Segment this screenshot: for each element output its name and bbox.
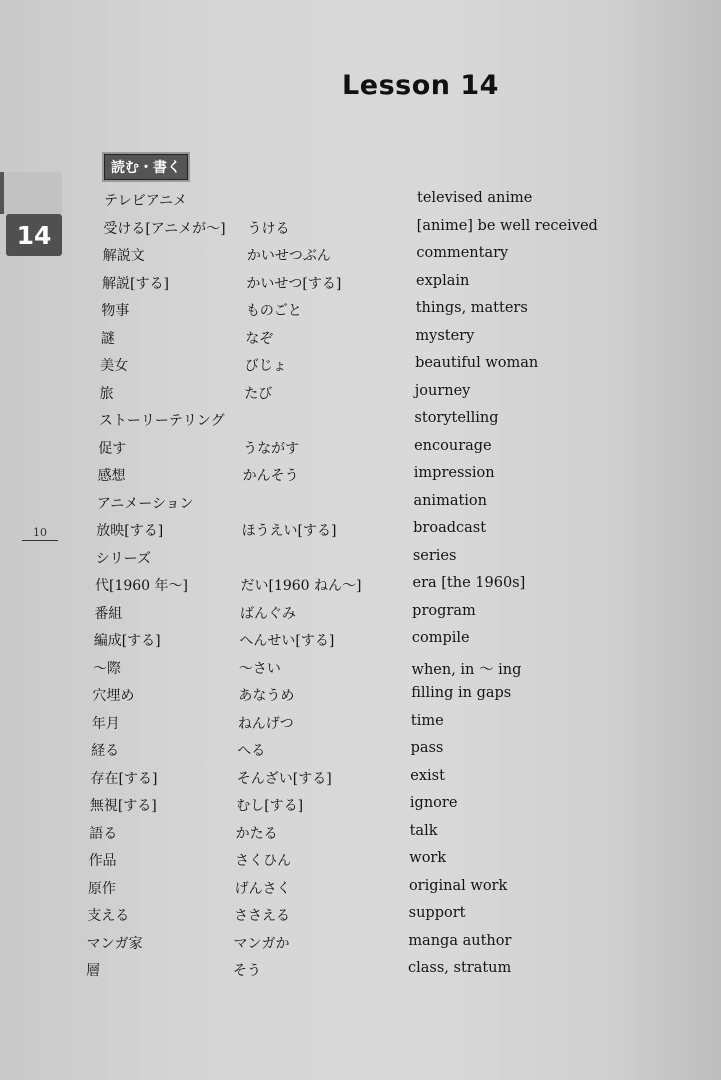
- vocab-row: [0, 571, 721, 599]
- vocab-term: 穴埋め: [92, 688, 135, 704]
- vocab-meaning: when, in 〜 ing: [411, 661, 522, 678]
- vocab-row: [0, 874, 721, 902]
- vocab-reading: ささえる: [234, 908, 291, 924]
- vocab-term: 代[1960 年〜]: [95, 578, 189, 594]
- vocab-term: 美女: [100, 358, 129, 374]
- vocab-meaning: storytelling: [414, 410, 499, 426]
- vocab-term: ストーリーテリング: [98, 413, 225, 429]
- vocab-reading: かいせつ[する]: [246, 275, 342, 292]
- vocab-reading: たび: [244, 385, 273, 402]
- vocab-reading: ばんぐみ: [239, 605, 296, 622]
- vocab-row: [0, 956, 721, 984]
- vocab-meaning: animation: [413, 492, 488, 509]
- vocab-reading: ほうえい[する]: [241, 523, 337, 539]
- vocab-reading: そう: [233, 963, 261, 979]
- vocab-term: 年月: [91, 715, 120, 732]
- vocab-meaning: [anime] be well received: [416, 217, 598, 234]
- vocab-meaning: series: [412, 547, 457, 564]
- vocab-reading: ものごと: [245, 303, 302, 319]
- vocab-term: テレビアニメ: [104, 193, 188, 209]
- vocab-meaning: original work: [408, 877, 508, 894]
- vocab-reading: そんざい[する]: [236, 770, 332, 787]
- vocab-row: [0, 434, 721, 462]
- vocab-reading: かいせつぶん: [246, 248, 331, 264]
- vocab-meaning: era [the 1960s]: [412, 575, 526, 591]
- vocab-term: 物事: [101, 303, 130, 319]
- vocab-row: [0, 269, 721, 297]
- vocab-meaning: work: [409, 850, 447, 866]
- vocab-row: [0, 736, 721, 764]
- vocab-reading: さくひん: [235, 853, 292, 869]
- vocab-row: [0, 819, 721, 847]
- vocab-term: 原作: [87, 880, 116, 897]
- vocab-meaning: class, stratum: [408, 960, 512, 976]
- vocab-row: [0, 406, 721, 434]
- vocab-meaning: televised anime: [417, 190, 533, 206]
- vocab-row: [0, 929, 721, 957]
- vocab-reading: げんさく: [234, 880, 291, 897]
- vocab-term: アニメーション: [96, 495, 194, 512]
- vocab-term: 編成[する]: [93, 633, 161, 649]
- vocab-term: 無視[する]: [89, 798, 157, 814]
- page-number: 10: [22, 526, 58, 541]
- vocab-reading: びじょ: [244, 358, 287, 374]
- vocab-row: [0, 791, 721, 819]
- vocab-meaning: exist: [410, 767, 445, 784]
- vocab-term: シリーズ: [95, 550, 151, 567]
- vocab-meaning: commentary: [416, 245, 509, 261]
- vocab-row: [0, 681, 721, 709]
- vocab-reading: むし[する]: [236, 798, 304, 814]
- vocab-row: [0, 461, 721, 489]
- vocab-reading: 〜さい: [238, 660, 281, 677]
- vocab-meaning: explain: [416, 272, 470, 289]
- vocab-meaning: journey: [414, 382, 471, 399]
- vocab-meaning: compile: [411, 630, 470, 646]
- vocab-term: 解説文: [102, 248, 145, 264]
- vocab-term: 支える: [87, 908, 130, 924]
- vocab-row: [0, 654, 721, 682]
- vocab-row: [0, 214, 721, 242]
- vocab-term: 感想: [97, 468, 126, 484]
- vocab-meaning: program: [412, 602, 476, 619]
- vocab-meaning: impression: [413, 465, 495, 481]
- vocab-meaning: talk: [409, 822, 438, 839]
- vocab-row: [0, 626, 721, 654]
- vocab-row: [0, 764, 721, 792]
- vocab-term: 旅: [99, 385, 114, 402]
- vocab-meaning: support: [408, 905, 466, 921]
- vocab-term: 受ける[アニメが〜]: [103, 220, 226, 237]
- vocab-term: マンガ家: [86, 935, 143, 952]
- vocab-row: [0, 324, 721, 352]
- section-heading: 読む・書く: [104, 154, 188, 180]
- vocab-row: [0, 901, 721, 929]
- vocab-term: 語る: [89, 825, 118, 842]
- vocab-meaning: ignore: [409, 795, 458, 811]
- vocab-meaning: things, matters: [415, 300, 528, 316]
- vocab-meaning: mystery: [415, 327, 475, 344]
- vocab-meaning: manga author: [408, 932, 512, 949]
- vocab-meaning: pass: [410, 740, 444, 756]
- vocab-term: 存在[する]: [90, 770, 158, 787]
- vocab-row: [0, 241, 721, 269]
- vocab-term: 放映[する]: [96, 523, 164, 539]
- vocab-row: [0, 516, 721, 544]
- vocab-term: 〜際: [93, 660, 122, 677]
- vocab-term: 促す: [98, 440, 127, 457]
- vocab-row: [0, 846, 721, 874]
- vocab-row: [0, 489, 721, 517]
- vocab-reading: うながす: [243, 440, 300, 457]
- vocab-reading: かたる: [235, 825, 278, 842]
- vocab-reading: かんそう: [242, 468, 299, 484]
- vocab-row: [0, 351, 721, 379]
- vocabulary-list: [0, 186, 721, 984]
- vocab-meaning: broadcast: [413, 520, 487, 536]
- vocab-row: [0, 544, 721, 572]
- vocab-meaning: encourage: [414, 437, 492, 454]
- vocab-reading: へんせい[する]: [239, 633, 335, 649]
- vocab-term: 番組: [94, 605, 123, 622]
- vocab-term: 層: [86, 963, 100, 979]
- vocab-row: [0, 599, 721, 627]
- vocab-meaning: time: [410, 712, 444, 729]
- vocab-reading: あなうめ: [238, 688, 295, 704]
- vocab-row: [0, 296, 721, 324]
- vocab-meaning: filling in gaps: [411, 685, 512, 701]
- vocab-row: [0, 186, 721, 214]
- vocab-term: 解説[する]: [102, 275, 169, 292]
- vocab-row: [0, 379, 721, 407]
- vocab-reading: マンガか: [233, 935, 290, 952]
- vocab-reading: うける: [247, 220, 290, 237]
- vocab-term: 謎: [100, 330, 115, 347]
- vocab-reading: ねんげつ: [237, 715, 294, 732]
- page-title: Lesson 14: [342, 70, 499, 101]
- vocab-term: 作品: [88, 853, 117, 869]
- vocab-reading: だい[1960 ねん〜]: [240, 578, 362, 594]
- vocab-row: [0, 709, 721, 737]
- vocab-reading: なぞ: [245, 330, 274, 347]
- vocab-meaning: beautiful woman: [415, 355, 539, 371]
- chapter-tab-number: 14: [6, 214, 62, 256]
- vocab-term: 経る: [91, 743, 120, 759]
- vocab-reading: へる: [237, 743, 266, 759]
